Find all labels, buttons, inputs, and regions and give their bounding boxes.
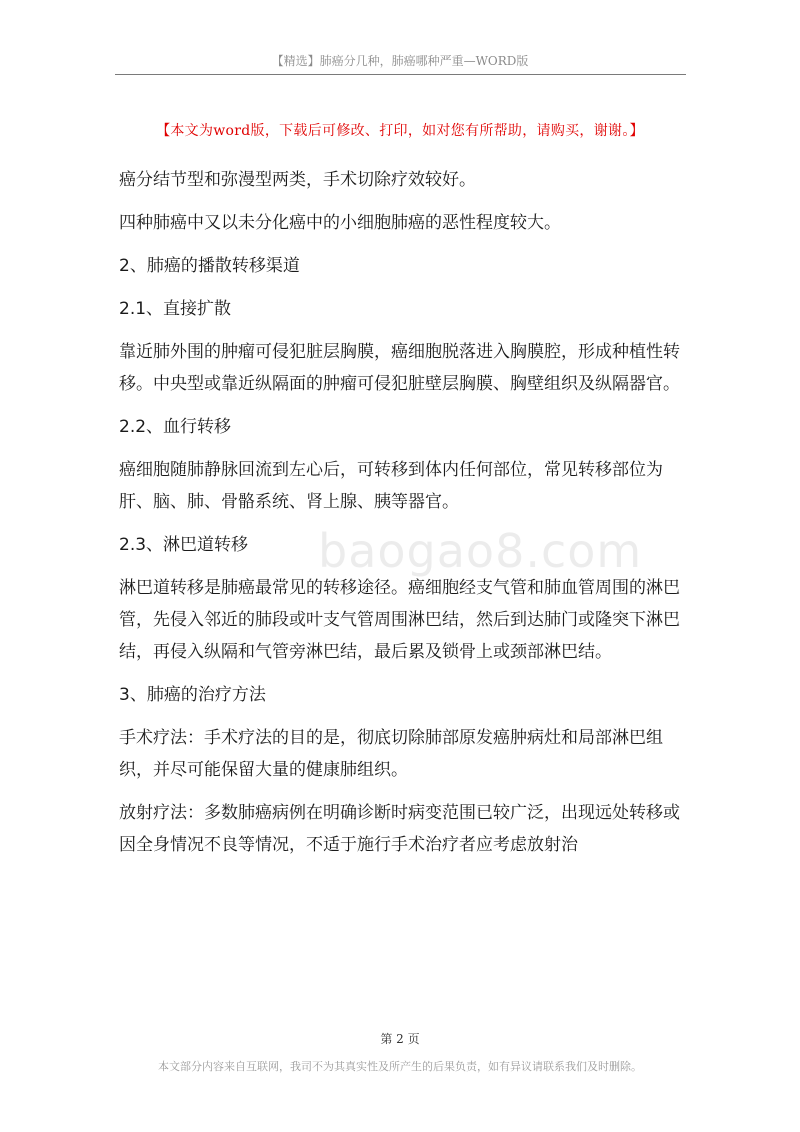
body-paragraph: 癌分结节型和弥漫型两类，手术切除疗效较好。 [119, 170, 476, 190]
body-paragraph: 癌细胞随肺静脉回流到左心后，可转移到体内任何部位，常见转移部位为肝、脑、肺、骨骼系统、肾上腺、胰等器官。 [119, 460, 663, 512]
watermark: baogao8.com [318, 524, 643, 578]
page-number: 第 2 页 [380, 1032, 420, 1046]
page-header-title: 【精选】肺癌分几种，肺癌哪种严重—WORD版 [271, 54, 529, 68]
body-paragraph: 淋巴道转移是肺癌最常见的转移途径。癌细胞经支气管和肺血管周围的淋巴管，先侵入邻近的肺段或叶支气管周围淋巴结，然后到达肺门或隆突下淋巴结，再侵入纵隔和气管旁淋巴结，最后累及锁骨上或颈部淋巴结。 [119, 578, 680, 662]
section-heading: 3、肺癌的治疗方法 [119, 685, 266, 705]
subsection-heading: 2.3、淋巴道转移 [119, 535, 249, 555]
subsection-heading: 2.2、血行转移 [119, 417, 232, 437]
body-paragraph: 手术疗法：手术疗法的目的是，彻底切除肺部原发癌肿病灶和局部淋巴组织，并尽可能保留大量的健康肺组织。 [119, 728, 663, 780]
purchase-notice: 【本文为word版，下载后可修改、打印，如对您有所帮助，请购买，谢谢。】 [156, 123, 644, 139]
subsection-heading: 2.1、直接扩散 [119, 299, 232, 319]
body-paragraph: 四种肺癌中又以未分化癌中的小细胞肺癌的恶性程度较大。 [119, 213, 561, 233]
body-paragraph: 放射疗法：多数肺癌病例在明确诊断时病变范围已较广泛，出现远处转移或因全身情况不良等情况，不适于施行手术治疗者应考虑放射治 [119, 803, 680, 855]
footer-disclaimer: 本文部分内容来自互联网，我司不为其真实性及所产生的后果负责，如有异议请联系我们及时删除。 [158, 1060, 642, 1073]
header-divider [115, 74, 686, 75]
body-paragraph: 靠近肺外围的肿瘤可侵犯脏层胸膜，癌细胞脱落进入胸膜腔，形成种植性转移。中央型或靠近纵隔面的肿瘤可侵犯脏壁层胸膜、胸壁组织及纵隔器官。 [119, 342, 680, 394]
section-heading: 2、肺癌的播散转移渠道 [119, 256, 300, 276]
document-body [119, 164, 689, 872]
